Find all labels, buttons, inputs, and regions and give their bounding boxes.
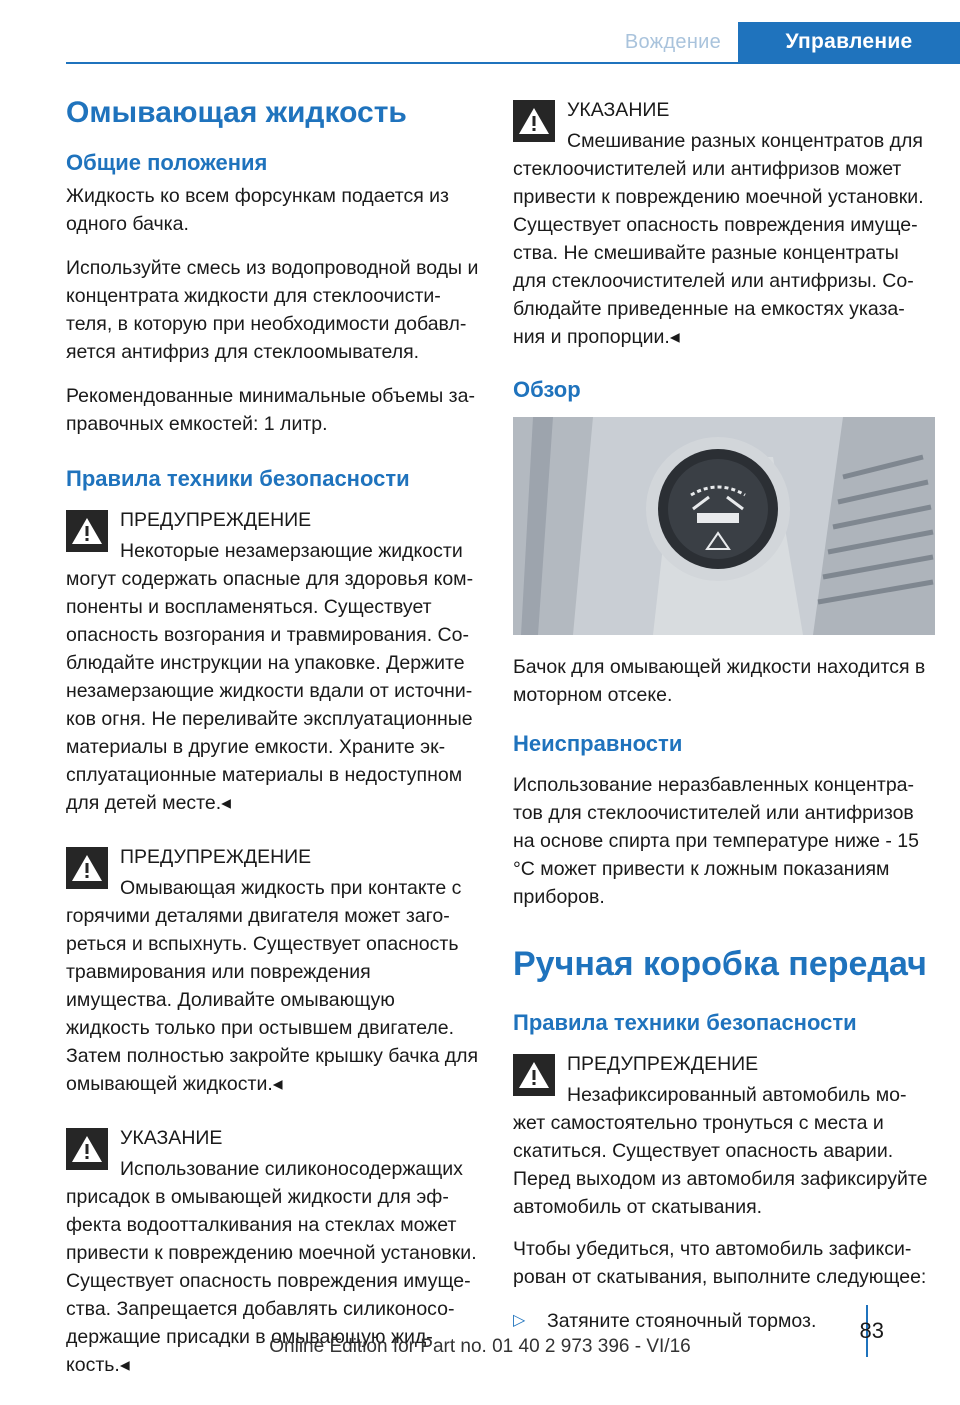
warning-title-2: ПРЕДУПРЕЖДЕНИЕ bbox=[120, 846, 312, 868]
list-item-text: Затяните стояночный тормоз. bbox=[547, 1310, 817, 1332]
right-column bbox=[513, 96, 935, 1335]
warning-triangle-icon bbox=[66, 510, 108, 552]
left-column bbox=[66, 96, 480, 1405]
warning-triangle-icon bbox=[66, 1128, 108, 1170]
warning-text-3: Незафиксированный автомобиль мо-жет самостоятельно тронуться с места и скатиться. Существует опасность аварии. Перед выходом из автомобиля зафиксируйте автомобиль от скатывания. bbox=[513, 1084, 928, 1218]
faults-paragraph: Использование неразбавленных концентра-тов для стеклоочистителей или антифризов на основе спирта при температуре ниже - 15 °C может привести к ложным показаниям приборов. bbox=[513, 774, 919, 908]
warning-title-1: ПРЕДУПРЕЖДЕНИЕ bbox=[120, 509, 312, 531]
warning-block-3 bbox=[513, 1050, 935, 1221]
section-title-manual-gearbox: Ручная коробка передач bbox=[513, 945, 927, 983]
note-block-2 bbox=[513, 96, 935, 351]
warning-title-3: ПРЕДУПРЕЖДЕНИЕ bbox=[567, 1053, 759, 1075]
heading-safety: Правила техники безопасности bbox=[66, 466, 410, 491]
general-paragraph-3: Рекомендованные минимальные объемы за-правочных емкостей: 1 литр. bbox=[66, 385, 475, 435]
heading-general: Общие положения bbox=[66, 150, 268, 175]
photo-caption: Бачок для омывающей жидкости находится в моторном отсеке. bbox=[513, 656, 926, 706]
heading-overview: Обзор bbox=[513, 377, 581, 402]
warning-triangle-icon bbox=[513, 100, 555, 142]
washer-reservoir-photo bbox=[513, 417, 935, 635]
note-title-1: УКАЗАНИЕ bbox=[120, 1127, 223, 1149]
heading-faults: Неисправности bbox=[513, 731, 683, 756]
footer-edition: Online Edition for Part no. 01 40 2 973 396 - VI/16 bbox=[269, 1336, 691, 1357]
triangle-right-icon: ▷ bbox=[513, 1312, 526, 1329]
warning-block-1 bbox=[66, 506, 480, 817]
section-title-washer-fluid: Омывающая жидкость bbox=[66, 96, 407, 129]
note-text-1: Использование силиконосодержащих присадок в омывающей жидкости для эф-фекта водоотталкивания на стеклах может привести к повреждению моечной установки. Существует опасность повреждения имуще-ства. Запрещается добавлять силиконосо-держащие присадки в омывающую жид-кость.◂ bbox=[66, 1158, 477, 1376]
note-title-2: УКАЗАНИЕ bbox=[567, 99, 670, 121]
gearbox-paragraph: Чтобы убедиться, что автомобиль зафикси-рован от скатывания, выполните следующее: bbox=[513, 1238, 927, 1288]
warning-text-2: Омывающая жидкость при контакте с горячими деталями двигателя может заго-реться и вспыхнуть. Существует опасность травмирования или повреждения имущества. Доливайте омывающую жидкость только при остывшем двигателе. Затем полностью закройте крышку бачка для омывающей жидкости.◂ bbox=[66, 877, 479, 1095]
warning-triangle-icon bbox=[513, 1054, 555, 1096]
header-rule bbox=[66, 62, 960, 64]
warning-triangle-icon bbox=[66, 847, 108, 889]
heading-gearbox-safety: Правила техники безопасности bbox=[513, 1010, 857, 1035]
general-paragraph-1: Жидкость ко всем форсункам подается из одного бачка. bbox=[66, 185, 450, 235]
general-paragraph-2: Используйте смесь из водопроводной воды и концентрата жидкости для стеклоочисти-теля, в которую при необходимости добавл-яется антифриз для стеклоомывателя. bbox=[66, 257, 479, 363]
tab-controls[interactable]: Управление bbox=[738, 22, 960, 62]
note-text-2: Смешивание разных концентратов для стеклоочистителей или антифризов может привести к повреждению моечной установки. Существует опасность повреждения имуще-ства. Не смешивайте разные концентраты для стеклоочистителей или антифризы. Со-блюдайте приведенные на емкостях указа-ния и пропорции.◂ bbox=[513, 130, 924, 348]
page-number: 83 bbox=[859, 1318, 884, 1343]
warning-text-1: Некоторые незамерзающие жидкости могут содержать опасные для здоровья ком-поненты и воспламеняться. Существует опасность возгорания и травмирования. Со-блюдайте инструкции на упаковке. Держите незамерзающие жидкости вдали от источни-ков огня. Не переливайте эксплуатационные материалы в другие емкости. Храните эк-сплуатационные материалы в недоступном для детей месте.◂ bbox=[66, 540, 474, 814]
header-tabs bbox=[608, 22, 960, 62]
warning-block-2 bbox=[66, 843, 480, 1098]
tab-driving[interactable]: Вождение bbox=[624, 30, 722, 53]
